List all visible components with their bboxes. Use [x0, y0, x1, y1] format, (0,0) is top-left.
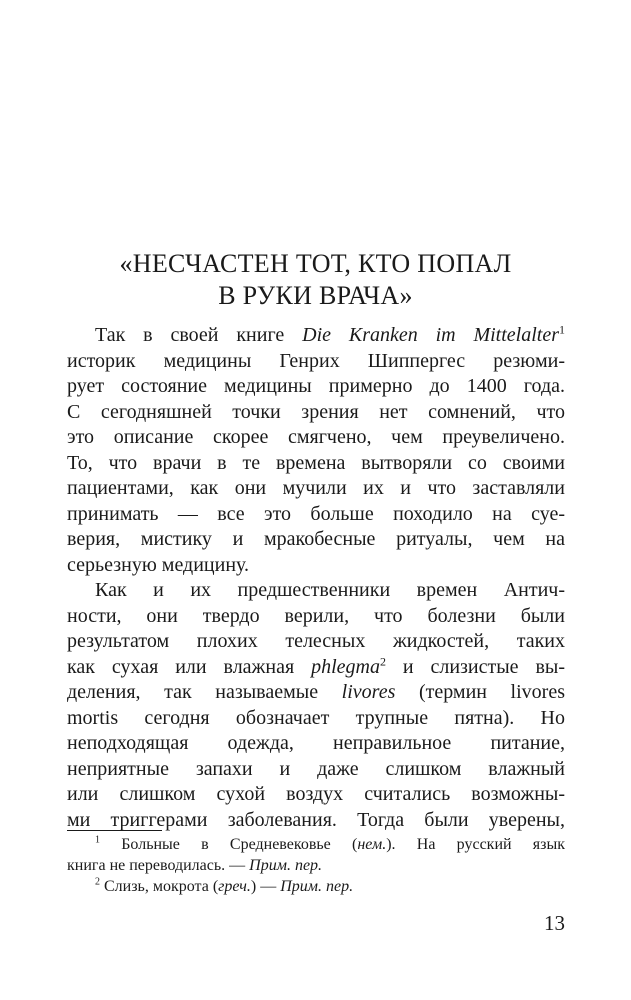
footnote-1-continued: [67, 855, 565, 876]
text-span: и слизистые вы-: [385, 655, 565, 678]
text-span: Больные в Средневековье (: [100, 836, 358, 853]
footnote-ref: 2: [379, 653, 386, 668]
text-span: Так в своей книге: [95, 324, 303, 346]
footnote-number: 2: [95, 876, 100, 888]
italic-term: livores: [341, 681, 396, 703]
italic-term: нем.: [357, 836, 387, 853]
text-line: историк медицины Генрих Шиппергес резюми-: [67, 349, 565, 372]
page-number: 13: [544, 911, 565, 935]
heading-line-1: «НЕСЧАСТЕН ТОТ, КТО ПОПАЛ: [119, 249, 512, 278]
text-span: как сухая или влажная: [67, 655, 312, 678]
text-span: ) —: [250, 878, 281, 895]
text-line: Как и их предшественники времен Антич-: [95, 579, 565, 601]
italic-term: греч.: [218, 878, 251, 895]
body-text: [67, 323, 565, 833]
text-line: mortis сегодня обозначает трупные пятна). Но: [67, 706, 565, 729]
text-line: неподходящая одежда, неправильное питание,: [67, 732, 565, 754]
text-line: результатом плохих телесных жидкостей, таких: [67, 630, 565, 652]
text-line: [67, 323, 565, 349]
italic-term: Прим. пер.: [249, 857, 323, 874]
text-span: ). На русский язык: [386, 836, 566, 853]
text-span: книга не переводилась. —: [67, 857, 250, 874]
book-title: Die Kranken im Mittelalter: [302, 324, 560, 346]
footnote-ref: 1: [559, 322, 566, 337]
text-line: ности, они твердо верили, что болезни были: [67, 604, 565, 627]
text-line: верия, мистику и мракобесные ритуалы, чем на: [67, 528, 565, 550]
italic-term: Прим. пер.: [280, 878, 354, 895]
footnote-divider: [67, 830, 162, 831]
text-line: неприятные запахи и даже слишком влажный: [67, 757, 565, 780]
text-line: принимать — все это больше походило на суе-: [67, 502, 565, 525]
text-line: ми триггерами заболевания. Тогда были уверены,: [67, 808, 565, 831]
heading-line-2: В РУКИ ВРАЧА»: [218, 281, 413, 310]
text-line: [67, 655, 565, 681]
text-span: (термин livores: [395, 681, 565, 703]
text-line: То, что врачи в те времена вытворяли со своими: [67, 451, 565, 474]
chapter-heading: [0, 248, 631, 312]
footnotes: [67, 834, 565, 897]
text-line: серьезную медицину.: [67, 553, 250, 576]
text-line: С сегодняшней точки зрения нет сомнений, что: [67, 400, 565, 423]
text-span: Слизь, мокрота (: [100, 878, 219, 895]
footnote-2: [67, 876, 565, 897]
text-line: рует состояние медицины примерно до 1400 года.: [67, 375, 565, 397]
text-line: или слишком сухой воздух считались возможны-: [67, 783, 565, 805]
footnote-number: 1: [95, 834, 100, 846]
footnote-1: [67, 834, 565, 855]
text-line: пациентами, как они мучили их и что заставляли: [67, 477, 565, 499]
text-line: это описание скорее смягчено, чем преувеличено.: [67, 426, 565, 448]
italic-term: phlegma: [311, 655, 380, 678]
text-line: [67, 680, 565, 706]
text-span: деления, так называемые: [67, 681, 342, 703]
